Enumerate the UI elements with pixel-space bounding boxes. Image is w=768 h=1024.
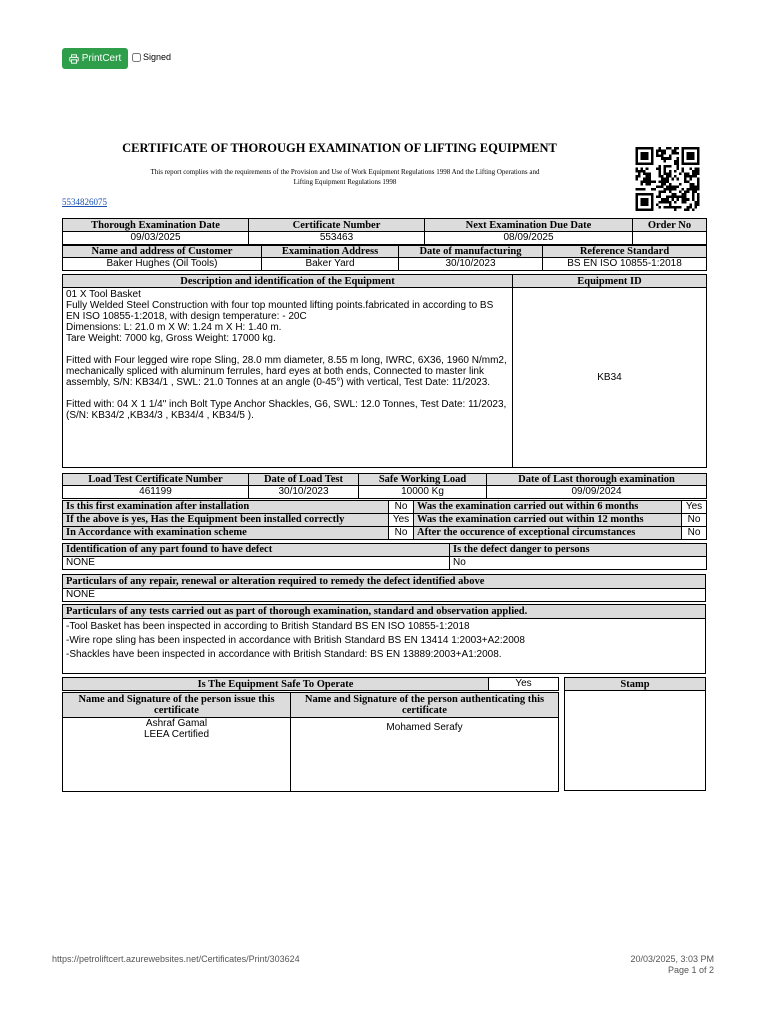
certificate-subtitle bbox=[110, 167, 580, 187]
desc-line: Tare Weight: 7000 kg, Gross Weight: 17000 kg. bbox=[66, 333, 276, 344]
footer-url: https://petroliftcert.azurewebsites.net/Certificates/Print/303624 bbox=[52, 954, 300, 964]
header-repair: Particulars of any repair, renewal or alteration required to remedy the defect identified above bbox=[63, 575, 706, 589]
header-load-test-cert: Load Test Certificate Number bbox=[63, 474, 249, 486]
answer-exam-scheme: No bbox=[389, 527, 414, 540]
value-load-test-cert: 461199 bbox=[63, 486, 249, 499]
question-exam-scheme: In Accordance with examination scheme bbox=[63, 527, 389, 540]
question-exceptional: After the occurence of exceptional circumstances bbox=[414, 527, 682, 540]
desc-line: Fitted with: 04 X 1 1/4" inch Bolt Type Anchor Shackles, G6, SWL: 12.0 Tonnes, Test Date: 11/2023, (S/N: KB34/2 ,KB34/3 , KB34/4 , KB34/5 ). bbox=[66, 399, 507, 421]
certificate-title: CERTIFICATE OF THOROUGH EXAMINATION OF LIFTING EQUIPMENT bbox=[122, 141, 557, 155]
header-safe-working-load: Safe Working Load bbox=[359, 474, 487, 486]
header-next-exam-due: Next Examination Due Date bbox=[425, 219, 633, 232]
answer-installed-correctly: Yes bbox=[389, 514, 414, 527]
test-line: -Shackles have been inspected in accordance with British Standard: BS EN 13889:2003+A1:2008. bbox=[66, 649, 502, 660]
qr-code-icon bbox=[633, 147, 702, 211]
safe-table bbox=[62, 677, 559, 691]
value-certificate-number: 553463 bbox=[249, 232, 425, 245]
desc-line: Fitted with Four legged wire rope Sling, 28.0 mm diameter, 8.55 m long, IWRC, 6X36, 1960 N/mm2, mechanically spliced with aluminum ferrules, hard eyes at both ends, Connected to master link assembly, S/N: KB34/1 , SWL: 21.0 Tonnes at an angle (0-45°) with vertical, Test Date: 11/2023. bbox=[66, 355, 507, 388]
repair-table bbox=[62, 574, 706, 602]
signed-checkbox[interactable] bbox=[132, 53, 141, 62]
equipment-table bbox=[62, 274, 707, 468]
subtitle-line-2: Lifting Equipment Regulations 1998 bbox=[293, 178, 397, 186]
header-manufacturing-date: Date of manufacturing bbox=[399, 246, 543, 258]
header-equipment-id: Equipment ID bbox=[513, 275, 707, 288]
issuer-signature-cell bbox=[63, 718, 291, 792]
auth-name: Mohamed Serafy bbox=[386, 722, 463, 733]
header-last-exam-date: Date of Last thorough examination bbox=[487, 474, 707, 486]
value-defect-identification: NONE bbox=[63, 557, 450, 570]
value-reference-standard: BS EN ISO 10855-1:2018 bbox=[543, 258, 707, 271]
desc-line: 01 X Tool Basket bbox=[66, 289, 141, 300]
header-safe-to-operate: Is The Equipment Safe To Operate bbox=[63, 678, 489, 691]
value-thorough-exam-date: 09/03/2025 bbox=[63, 232, 249, 245]
printer-icon bbox=[69, 54, 79, 64]
signed-toggle[interactable] bbox=[132, 52, 171, 62]
value-safe-working-load: 10000 Kg bbox=[359, 486, 487, 499]
header-order-no: Order No bbox=[633, 219, 707, 232]
header-auth-signature: Name and Signature of the person authenticating this certificate bbox=[291, 693, 559, 718]
subtitle-line-1: This report complies with the requirements of the Provision and Use of Work Equipment Regulations 1998 And the Lifting Operations and bbox=[150, 168, 540, 176]
value-customer: Baker Hughes (Oil Tools) bbox=[63, 258, 262, 271]
header-thorough-exam-date: Thorough Examination Date bbox=[63, 219, 249, 232]
value-next-exam-due: 08/09/2025 bbox=[425, 232, 633, 245]
value-load-test-date: 30/10/2023 bbox=[249, 486, 359, 499]
header-exam-address: Examination Address bbox=[262, 246, 399, 258]
equipment-id-value: KB34 bbox=[513, 288, 707, 468]
desc-line: Fully Welded Steel Construction with four top mounted lifting points.fabricated in according to BS EN ISO 10855-1:2018, with design temperature: - 20C bbox=[66, 300, 494, 322]
header-description: Description and identification of the Equipment bbox=[63, 275, 513, 288]
header-customer: Name and address of Customer bbox=[63, 246, 262, 258]
answer-within-6-months: Yes bbox=[682, 501, 707, 514]
customer-table bbox=[62, 245, 707, 271]
question-installed-correctly: If the above is yes, Has the Equipment been installed correctly bbox=[63, 514, 389, 527]
test-line: -Tool Basket has been inspected in according to British Standard BS EN ISO 10855-1:2018 bbox=[66, 621, 470, 632]
load-test-table bbox=[62, 473, 707, 499]
question-within-12-months: Was the examination carried out within 12 months bbox=[414, 514, 682, 527]
header-defect-identification: Identification of any part found to have defect bbox=[63, 544, 450, 557]
footer-page: Page 1 of 2 bbox=[667, 965, 714, 975]
equipment-description bbox=[63, 288, 513, 468]
print-cert-button[interactable] bbox=[62, 48, 128, 69]
signed-label: Signed bbox=[143, 52, 172, 62]
answer-exceptional: No bbox=[682, 527, 707, 540]
tests-table bbox=[62, 604, 706, 674]
answer-first-exam: No bbox=[389, 501, 414, 514]
value-exam-address: Baker Yard bbox=[262, 258, 399, 271]
issuer-title: LEEA Certified bbox=[143, 729, 210, 740]
signature-table bbox=[62, 692, 559, 792]
stamp-area bbox=[565, 691, 706, 791]
exam-dates-table bbox=[62, 218, 707, 245]
question-within-6-months: Was the examination carried out within 6 months bbox=[414, 501, 682, 514]
value-order-no bbox=[633, 232, 707, 245]
value-last-exam-date: 09/09/2024 bbox=[487, 486, 707, 499]
footer-info bbox=[630, 954, 714, 976]
desc-line: Dimensions: L: 21.0 m X W: 1.24 m X H: 1.40 m. bbox=[66, 322, 282, 333]
defect-table bbox=[62, 543, 707, 570]
header-load-test-date: Date of Load Test bbox=[249, 474, 359, 486]
issuer-name: Ashraf Gamal bbox=[145, 718, 208, 729]
answer-within-12-months: No bbox=[682, 514, 707, 527]
test-line: -Wire rope sling has been inspected in accordance with British Standard BS EN 13414 1:2003+A2:2008 bbox=[66, 635, 525, 646]
value-repair: NONE bbox=[63, 589, 706, 602]
header-tests: Particulars of any tests carried out as part of thorough examination, standard and observation applied. bbox=[63, 605, 706, 619]
certificate-link[interactable]: 5534826075 bbox=[62, 197, 107, 207]
value-defect-danger: No bbox=[450, 557, 707, 570]
header-certificate-number: Certificate Number bbox=[249, 219, 425, 232]
header-reference-standard: Reference Standard bbox=[543, 246, 707, 258]
footer-datetime: 20/03/2025, 3:03 PM bbox=[630, 954, 714, 964]
header-defect-danger: Is the defect danger to persons bbox=[450, 544, 707, 557]
question-first-exam: Is this first examination after installation bbox=[63, 501, 389, 514]
value-manufacturing-date: 30/10/2023 bbox=[399, 258, 543, 271]
questions-table bbox=[62, 500, 707, 540]
stamp-table bbox=[564, 677, 706, 791]
value-safe-to-operate: Yes bbox=[489, 678, 559, 691]
print-cert-label: PrintCert bbox=[81, 53, 122, 64]
auth-signature-cell bbox=[291, 718, 559, 792]
header-stamp: Stamp bbox=[565, 678, 706, 691]
header-issuer-signature: Name and Signature of the person issue this certificate bbox=[63, 693, 291, 718]
tests-observations bbox=[63, 619, 706, 674]
